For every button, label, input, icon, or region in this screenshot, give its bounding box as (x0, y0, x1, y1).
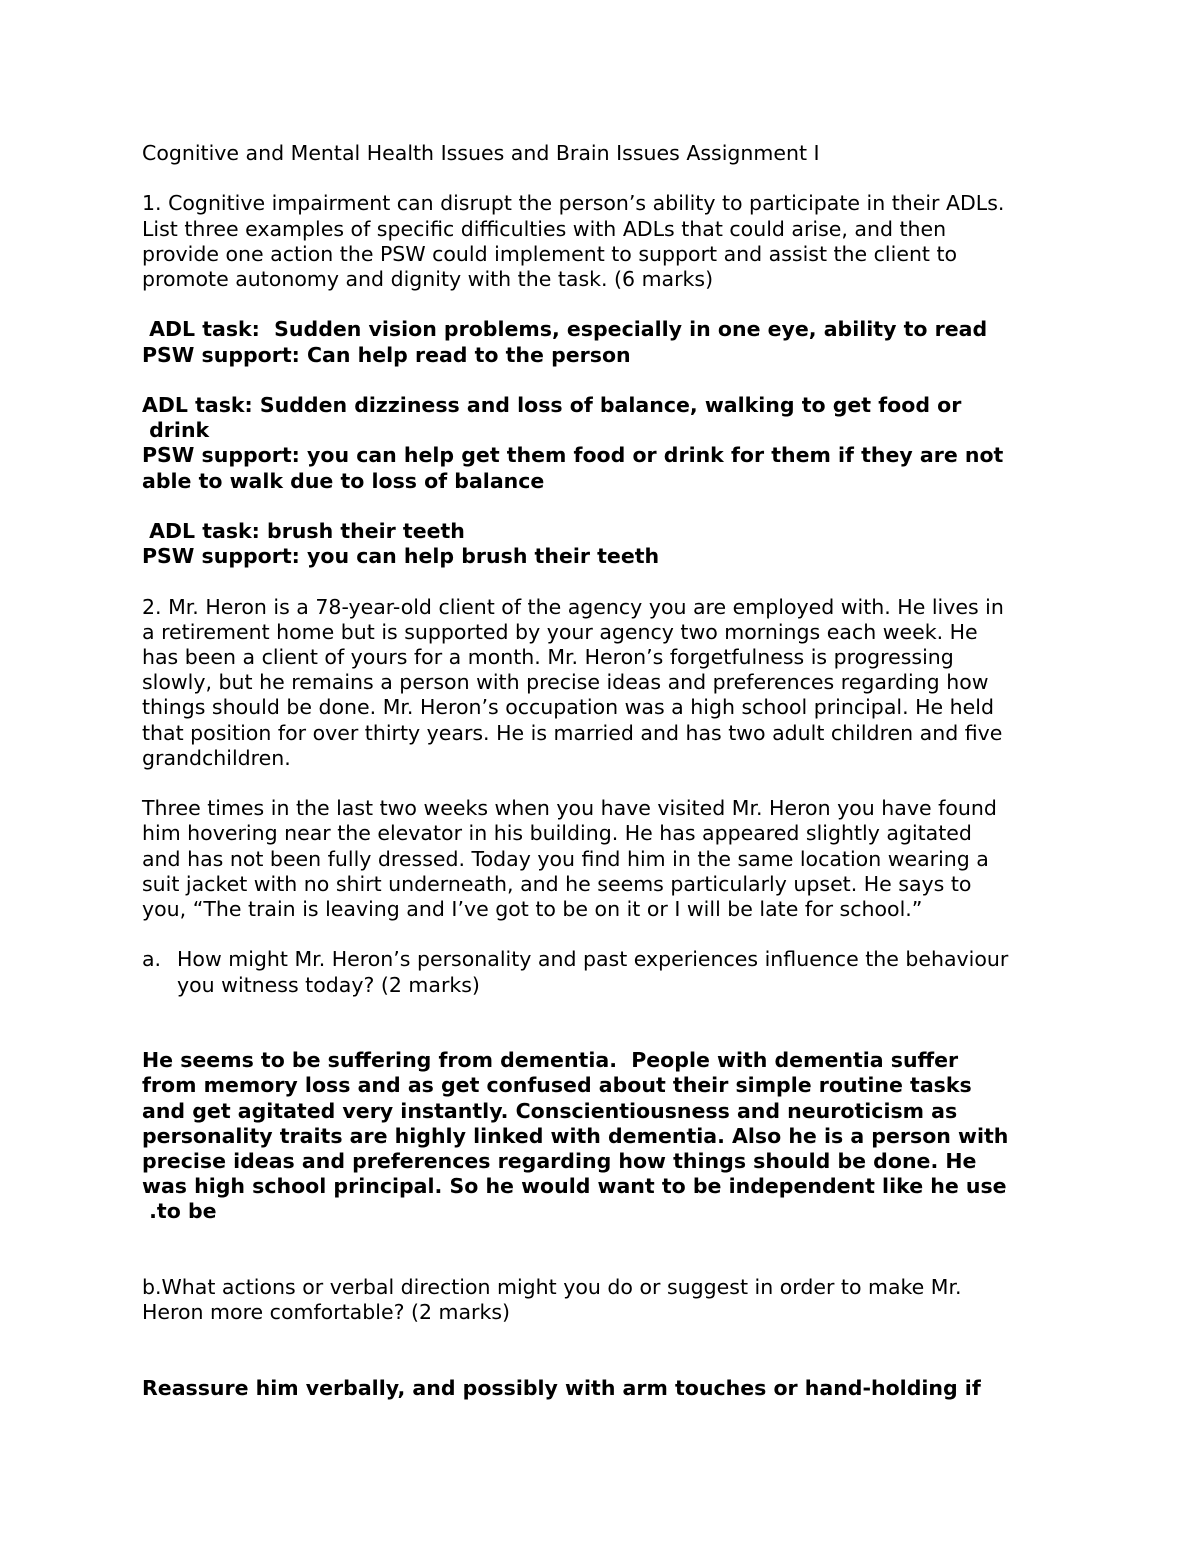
adl-task-line: ADL task: Sudden dizziness and loss of balance, walking to get food or (142, 392, 962, 417)
scenario-line: has been a client of yours for a month. Mr. Heron’s forgetfulness is progressing (142, 644, 954, 669)
situation-line: suit jacket with no shirt underneath, and he seems particularly upset. He says to (142, 871, 972, 896)
answer-1-item-1 (142, 317, 1062, 367)
question-2a-text (177, 947, 1008, 997)
question-2-scenario (142, 595, 1062, 771)
document-page (142, 141, 1062, 1426)
answer-2a-line: was high school principal. So he would want to be independent like he use (142, 1174, 1007, 1199)
psw-support-line: able to walk due to loss of balance (142, 468, 545, 493)
answer-2a-line: personality traits are highly linked with dementia. Also he is a person with (142, 1123, 1009, 1148)
spacer (142, 998, 1062, 1048)
answer-2a-line: .to be (142, 1199, 217, 1224)
question-2b-line: b.What actions or verbal direction might you do or suggest in order to make Mr. (142, 1274, 962, 1299)
question-2a-line: you witness today? (2 marks) (177, 972, 480, 997)
answer-2b (142, 1376, 1062, 1401)
answer-2a-line: He seems to be suffering from dementia. People with dementia suffer (142, 1048, 959, 1073)
question-1-line: promote autonomy and dignity with the task. (6 marks) (142, 267, 714, 291)
answer-2a (142, 1048, 1062, 1224)
question-1-line: 1. Cognitive impairment can disrupt the person’s ability to participate in their ADLs. (142, 191, 1005, 216)
adl-task-line: ADL task: Sudden vision problems, especially in one eye, ability to read (142, 317, 988, 342)
adl-task-line: ADL task: brush their teeth (142, 518, 465, 543)
psw-support-line: PSW support: you can help get them food or drink for them if they are not (142, 443, 1004, 468)
spacer (142, 1351, 1062, 1376)
answer-2a-line: from memory loss and as get confused about their simple routine tasks (142, 1073, 972, 1098)
question-2a-line: How might Mr. Heron’s personality and past experiences influence the behaviour (177, 947, 1009, 972)
spacer (142, 1250, 1062, 1275)
situation-line: you, “The train is leaving and I’ve got to be on it or I will be late for school.” (142, 897, 923, 921)
scenario-line: grandchildren. (142, 745, 291, 770)
situation-line: Three times in the last two weeks when you have visited Mr. Heron you have found (142, 796, 997, 821)
scenario-line: that position for over thirty years. He is married and has two adult children and five (142, 720, 1003, 745)
answer-1-item-3 (142, 519, 1062, 569)
list-marker: a. (142, 947, 162, 972)
answer-2b-line: Reassure him verbally, and possibly with arm touches or hand-holding if (142, 1375, 981, 1400)
document-title: Cognitive and Mental Health Issues and Brain Issues Assignment I (142, 141, 820, 165)
answer-2a-line: and get agitated very instantly. Conscientiousness and neuroticism as (142, 1098, 958, 1123)
scenario-line: a retirement home but is supported by your agency two mornings each week. He (142, 619, 978, 644)
question-2-situation (142, 796, 1062, 922)
question-2b-line: Heron more comfortable? (2 marks) (142, 1300, 511, 1325)
question-1-line: List three examples of specific difficulties with ADLs that could arise, and then (142, 216, 947, 241)
adl-task-line: drink (142, 418, 210, 443)
scenario-line: 2. Mr. Heron is a 78-year-old client of the agency you are employed with. He lives in (142, 594, 1004, 619)
question-2a (142, 947, 1062, 997)
question-1-line: provide one action the PSW could implement to support and assist the client to (142, 241, 958, 266)
answer-1-item-2 (142, 393, 1062, 494)
answer-2a-line: precise ideas and preferences regarding how things should be done. He (142, 1149, 977, 1173)
situation-line: and has not been fully dressed. Today you find him in the same location wearing a (142, 846, 989, 871)
question-1 (142, 191, 1062, 292)
scenario-line: things should be done. Mr. Heron’s occupation was a high school principal. He held (142, 695, 994, 720)
question-2b (142, 1275, 1062, 1325)
psw-support-line: PSW support: you can help brush their teeth (142, 544, 660, 569)
psw-support-line: PSW support: Can help read to the person (142, 342, 631, 367)
scenario-line: slowly, but he remains a person with precise ideas and preferences regarding how (142, 670, 989, 695)
situation-line: him hovering near the elevator in his building. He has appeared slightly agitated (142, 821, 972, 846)
